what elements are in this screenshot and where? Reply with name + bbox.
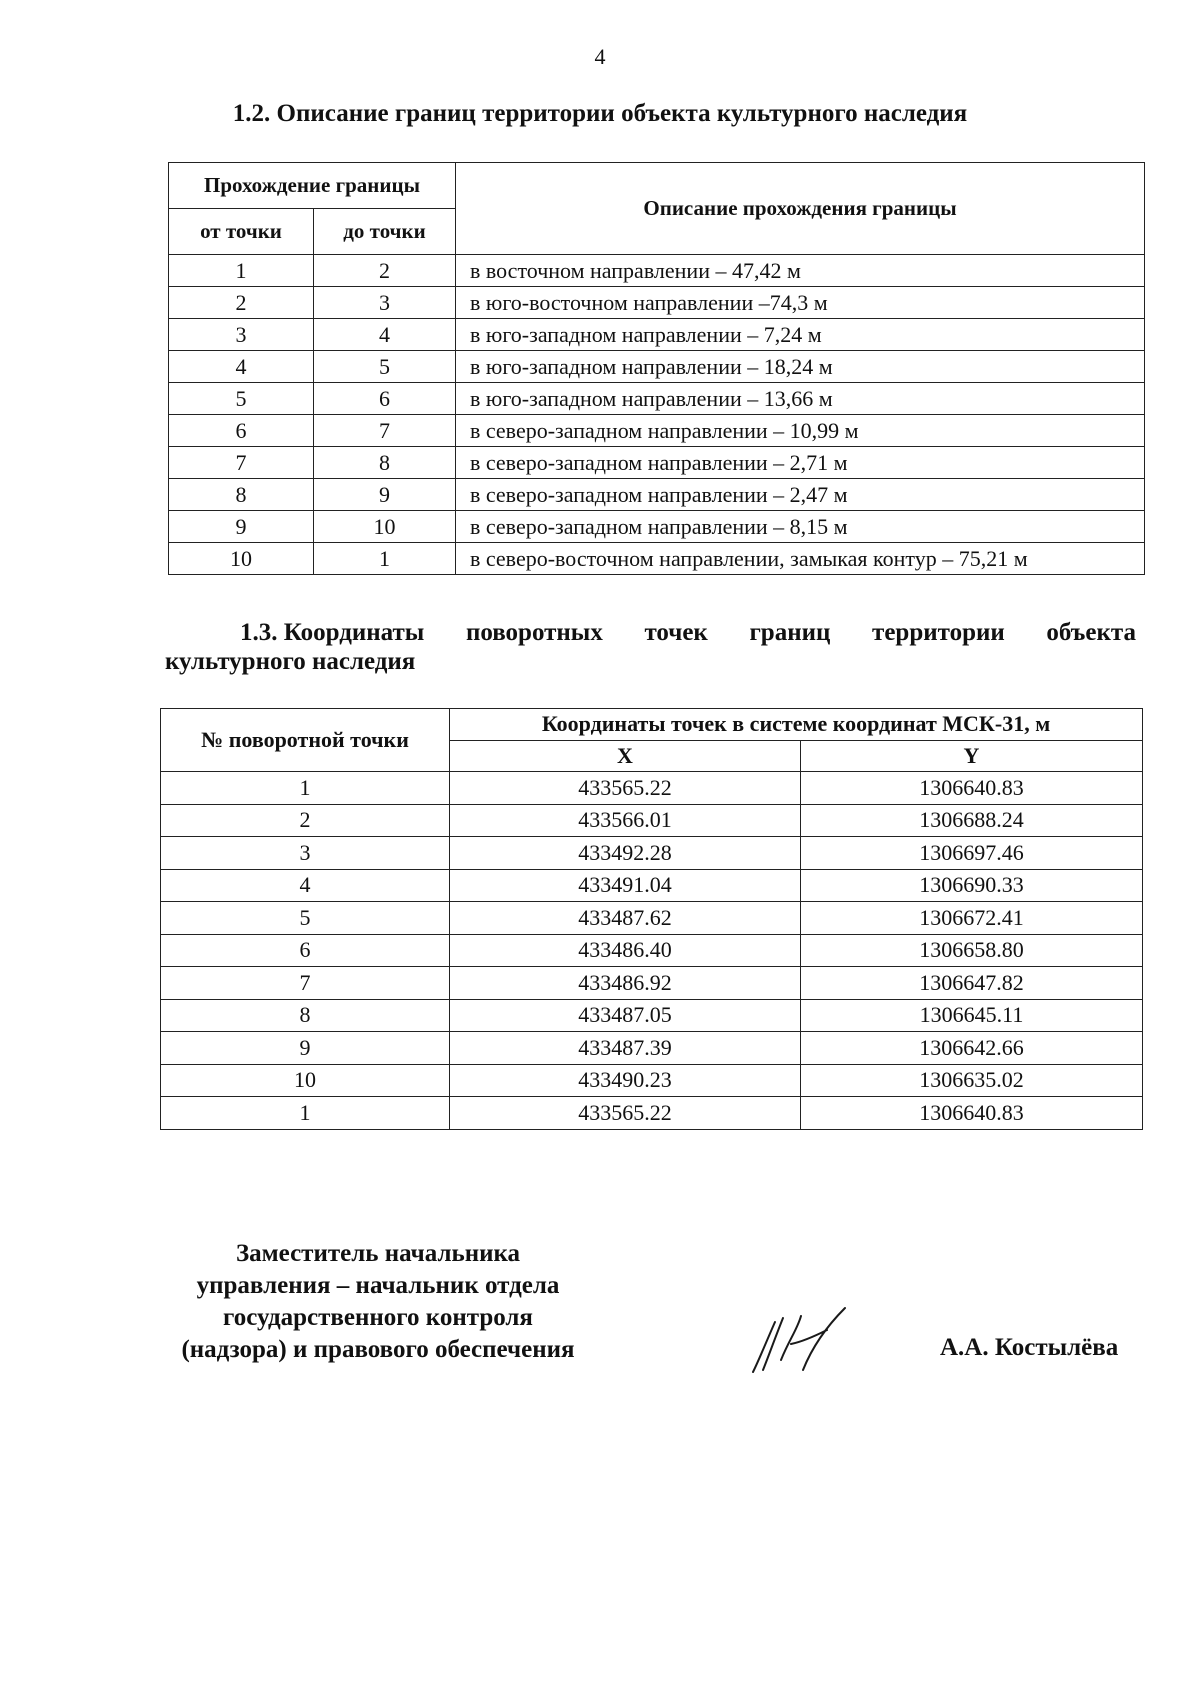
point-number-cell: 4 <box>161 869 450 902</box>
table-row <box>161 999 1143 1032</box>
y-coordinate-cell: 1306688.24 <box>801 804 1143 837</box>
description-cell: в северо-западном направлении – 2,71 м <box>456 447 1145 479</box>
coordinates-table <box>160 708 1143 1130</box>
point-number-cell: 7 <box>161 967 450 1000</box>
y-coordinate-cell: 1306672.41 <box>801 902 1143 935</box>
column-header-description: Описание прохождения границы <box>456 163 1145 255</box>
column-header-from-point: от точки <box>169 209 314 255</box>
y-coordinate-cell: 1306658.80 <box>801 934 1143 967</box>
x-coordinate-cell: 433566.01 <box>450 804 801 837</box>
page-number: 4 <box>594 44 606 69</box>
column-header-coordinates: Координаты точек в системе координат МСК-31, м <box>450 709 1143 741</box>
table-row <box>161 772 1143 805</box>
y-coordinate-cell: 1306647.82 <box>801 967 1143 1000</box>
x-coordinate-cell: 433491.04 <box>450 869 801 902</box>
to-point-cell: 3 <box>314 287 456 319</box>
description-cell: в северо-восточном направлении, замыкая контур – 75,21 м <box>456 543 1145 575</box>
column-header-x: X <box>450 740 801 772</box>
column-header-y: Y <box>801 740 1143 772</box>
table-row <box>161 837 1143 870</box>
heading-word: поворотных <box>465 619 603 646</box>
table-row <box>169 415 1145 447</box>
from-point-cell: 3 <box>169 319 314 351</box>
table-row <box>169 479 1145 511</box>
y-coordinate-cell: 1306640.83 <box>801 772 1143 805</box>
y-coordinate-cell: 1306642.66 <box>801 1032 1143 1065</box>
table-row <box>169 511 1145 543</box>
to-point-cell: 10 <box>314 511 456 543</box>
y-coordinate-cell: 1306645.11 <box>801 999 1143 1032</box>
from-point-cell: 1 <box>169 255 314 287</box>
to-point-cell: 6 <box>314 383 456 415</box>
to-point-cell: 7 <box>314 415 456 447</box>
heading-line-1 <box>165 618 1136 647</box>
y-coordinate-cell: 1306697.46 <box>801 837 1143 870</box>
description-cell: в юго-восточном направлении –74,3 м <box>456 287 1145 319</box>
table-row <box>161 1032 1143 1065</box>
description-cell: в северо-западном направлении – 10,99 м <box>456 415 1145 447</box>
point-number-cell: 5 <box>161 902 450 935</box>
point-number-cell: 3 <box>161 837 450 870</box>
heading-line-2: культурного наследия <box>165 648 416 675</box>
x-coordinate-cell: 433487.05 <box>450 999 801 1032</box>
table-row <box>161 934 1143 967</box>
point-number-cell: 1 <box>161 1097 450 1130</box>
x-coordinate-cell: 433565.22 <box>450 1097 801 1130</box>
handwritten-signature <box>745 1300 855 1380</box>
column-header-passage: Прохождение границы <box>169 163 456 209</box>
table-row <box>161 1097 1143 1130</box>
from-point-cell: 7 <box>169 447 314 479</box>
table-row <box>169 351 1145 383</box>
from-point-cell: 2 <box>169 287 314 319</box>
description-cell: в юго-западном направлении – 13,66 м <box>456 383 1145 415</box>
x-coordinate-cell: 433486.40 <box>450 934 801 967</box>
x-coordinate-cell: 433490.23 <box>450 1064 801 1097</box>
y-coordinate-cell: 1306690.33 <box>801 869 1143 902</box>
table-row <box>169 447 1145 479</box>
table-row <box>161 804 1143 837</box>
section-heading-boundaries: 1.2. Описание границ территории объекта культурного наследия <box>232 100 968 127</box>
position-line: (надзора) и правового обеспечения <box>181 1336 575 1363</box>
table-row <box>169 287 1145 319</box>
table-row <box>169 383 1145 415</box>
y-coordinate-cell: 1306635.02 <box>801 1064 1143 1097</box>
heading-word: территории <box>872 619 1005 646</box>
description-cell: в юго-западном направлении – 18,24 м <box>456 351 1145 383</box>
description-cell: в восточном направлении – 47,42 м <box>456 255 1145 287</box>
point-number-cell: 9 <box>161 1032 450 1065</box>
from-point-cell: 10 <box>169 543 314 575</box>
description-cell: в юго-западном направлении – 7,24 м <box>456 319 1145 351</box>
position-line: управления – начальник отдела <box>196 1272 560 1299</box>
section-heading-coordinates <box>165 618 1136 676</box>
from-point-cell: 4 <box>169 351 314 383</box>
to-point-cell: 4 <box>314 319 456 351</box>
description-cell: в северо-западном направлении – 2,47 м <box>456 479 1145 511</box>
heading-word: точек <box>644 619 708 646</box>
to-point-cell: 8 <box>314 447 456 479</box>
column-header-point-number: № поворотной точки <box>161 709 450 772</box>
x-coordinate-cell: 433486.92 <box>450 967 801 1000</box>
from-point-cell: 5 <box>169 383 314 415</box>
boundaries-table <box>168 162 1145 575</box>
to-point-cell: 2 <box>314 255 456 287</box>
from-point-cell: 9 <box>169 511 314 543</box>
heading-word: границ <box>749 619 831 646</box>
x-coordinate-cell: 433487.39 <box>450 1032 801 1065</box>
table-row <box>161 967 1143 1000</box>
point-number-cell: 8 <box>161 999 450 1032</box>
x-coordinate-cell: 433487.62 <box>450 902 801 935</box>
column-header-to-point: до точки <box>314 209 456 255</box>
to-point-cell: 5 <box>314 351 456 383</box>
point-number-cell: 1 <box>161 772 450 805</box>
point-number-cell: 6 <box>161 934 450 967</box>
to-point-cell: 9 <box>314 479 456 511</box>
table-row <box>161 902 1143 935</box>
description-cell: в северо-западном направлении – 8,15 м <box>456 511 1145 543</box>
x-coordinate-cell: 433565.22 <box>450 772 801 805</box>
position-line: Заместитель начальника <box>235 1240 521 1267</box>
position-line: государственного контроля <box>223 1304 533 1331</box>
to-point-cell: 1 <box>314 543 456 575</box>
table-row <box>169 543 1145 575</box>
from-point-cell: 8 <box>169 479 314 511</box>
x-coordinate-cell: 433492.28 <box>450 837 801 870</box>
table-row <box>161 869 1143 902</box>
table-row <box>161 1064 1143 1097</box>
heading-word: объекта <box>1046 619 1136 646</box>
table-row <box>169 319 1145 351</box>
signatory-name: А.А. Костылёва <box>940 1334 1119 1361</box>
point-number-cell: 2 <box>161 804 450 837</box>
point-number-cell: 10 <box>161 1064 450 1097</box>
heading-word: 1.3. Координаты <box>240 619 425 646</box>
from-point-cell: 6 <box>169 415 314 447</box>
signatory-position <box>168 1238 588 1366</box>
y-coordinate-cell: 1306640.83 <box>801 1097 1143 1130</box>
table-row <box>169 255 1145 287</box>
